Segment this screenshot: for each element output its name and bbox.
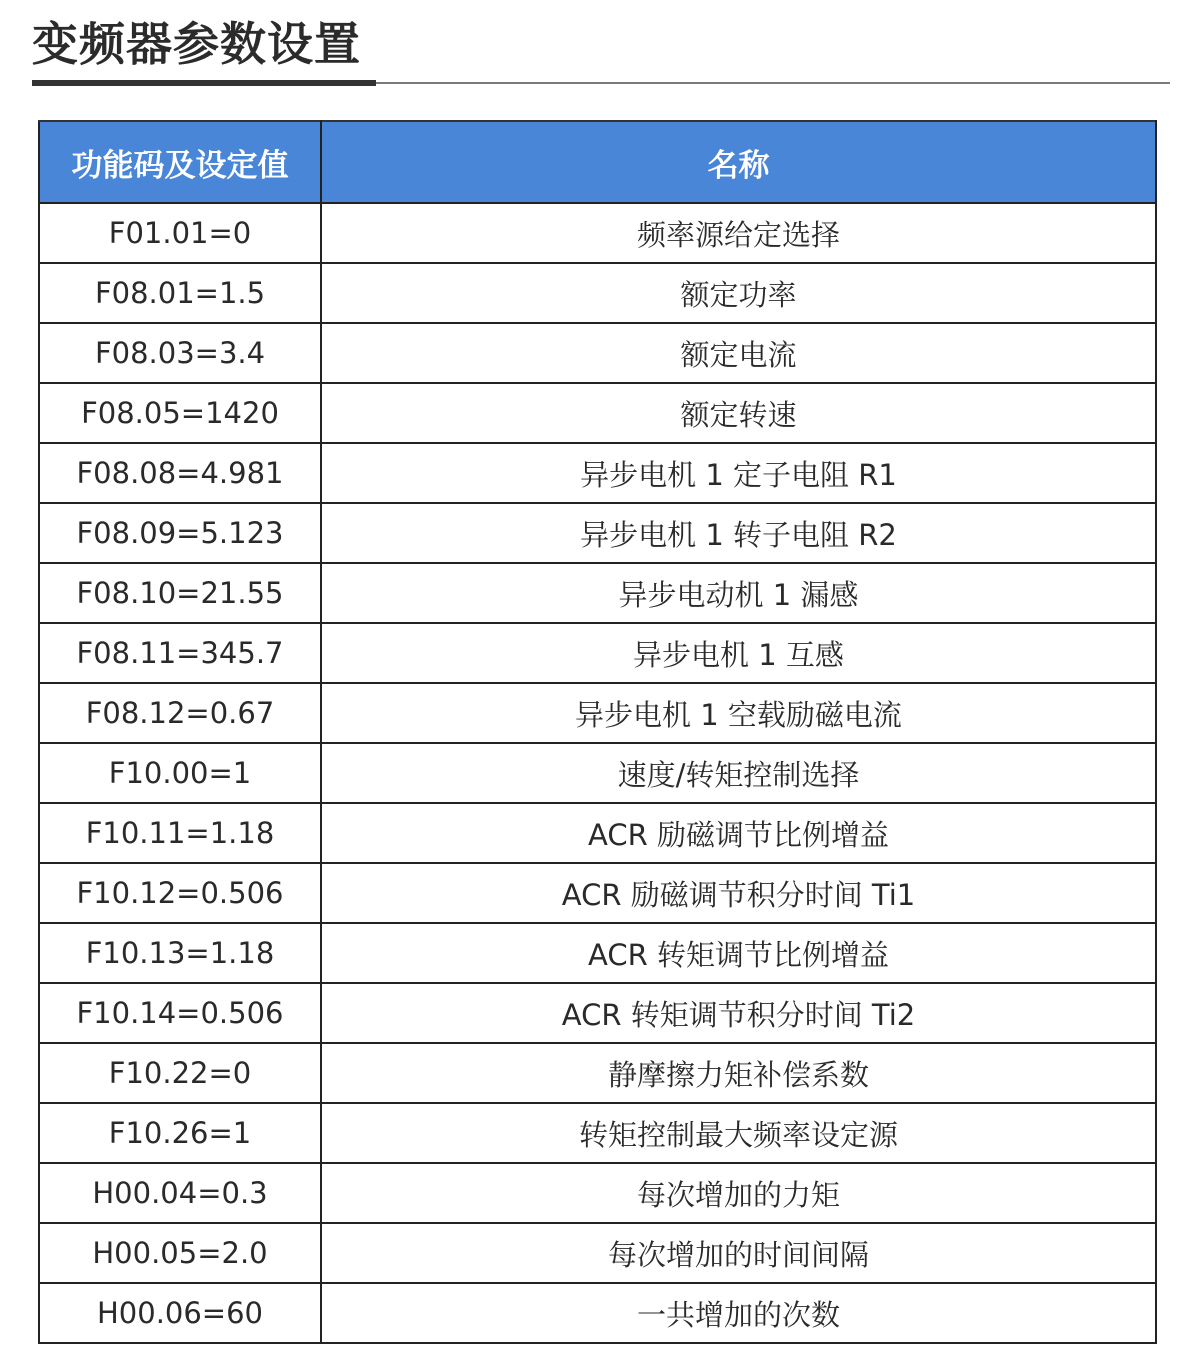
table-row [39,863,1156,923]
code-cell: F08.10=21.55 [39,563,321,623]
table-row [39,743,1156,803]
table-row [39,443,1156,503]
table-row [39,1043,1156,1103]
code-cell: F08.12=0.67 [39,683,321,743]
name-cell: 每次增加的时间间隔 [321,1223,1156,1283]
table-row [39,263,1156,323]
code-cell: F01.01=0 [39,203,321,263]
name-cell: 异步电机 1 定子电阻 R1 [321,443,1156,503]
code-cell: F10.13=1.18 [39,923,321,983]
name-cell: 速度/转矩控制选择 [321,743,1156,803]
name-cell: 每次增加的力矩 [321,1163,1156,1223]
code-cell: F10.00=1 [39,743,321,803]
code-cell: F08.01=1.5 [39,263,321,323]
name-cell: ACR 转矩调节积分时间 Ti2 [321,983,1156,1043]
name-cell: 异步电机 1 空载励磁电流 [321,683,1156,743]
name-cell: 转矩控制最大频率设定源 [321,1103,1156,1163]
name-cell: 异步电动机 1 漏感 [321,563,1156,623]
name-cell: ACR 励磁调节比例增益 [321,803,1156,863]
code-cell: H00.06=60 [39,1283,321,1343]
table-row [39,803,1156,863]
name-cell: 额定电流 [321,323,1156,383]
table-row [39,503,1156,563]
name-cell: 一共增加的次数 [321,1283,1156,1343]
table-row [39,1283,1156,1343]
code-cell: F08.08=4.981 [39,443,321,503]
table-row [39,1163,1156,1223]
title-accent-bar [32,80,376,86]
table-row [39,563,1156,623]
table-row [39,1103,1156,1163]
code-cell: F08.03=3.4 [39,323,321,383]
table-row [39,623,1156,683]
page-title: 变频器参数设置 [32,17,361,71]
code-cell: H00.05=2.0 [39,1223,321,1283]
table-row [39,983,1156,1043]
name-cell: ACR 转矩调节比例增益 [321,923,1156,983]
name-cell: 异步电机 1 转子电阻 R2 [321,503,1156,563]
code-cell: F08.11=345.7 [39,623,321,683]
name-cell: ACR 励磁调节积分时间 Ti1 [321,863,1156,923]
name-cell: 频率源给定选择 [321,203,1156,263]
table-header-row [39,121,1156,203]
name-cell: 异步电机 1 互感 [321,623,1156,683]
table-row [39,323,1156,383]
name-cell: 额定功率 [321,263,1156,323]
column-header-code: 功能码及设定值 [39,121,321,203]
code-cell: F08.05=1420 [39,383,321,443]
table-row [39,923,1156,983]
code-cell: F08.09=5.123 [39,503,321,563]
code-cell: F10.11=1.18 [39,803,321,863]
table-row [39,383,1156,443]
code-cell: F10.26=1 [39,1103,321,1163]
code-cell: F10.14=0.506 [39,983,321,1043]
table-row [39,1223,1156,1283]
code-cell: H00.04=0.3 [39,1163,321,1223]
code-cell: F10.12=0.506 [39,863,321,923]
parameter-table [38,120,1157,1344]
table-row [39,203,1156,263]
table-row [39,683,1156,743]
code-cell: F10.22=0 [39,1043,321,1103]
name-cell: 静摩擦力矩补偿系数 [321,1043,1156,1103]
column-header-name: 名称 [321,121,1156,203]
name-cell: 额定转速 [321,383,1156,443]
